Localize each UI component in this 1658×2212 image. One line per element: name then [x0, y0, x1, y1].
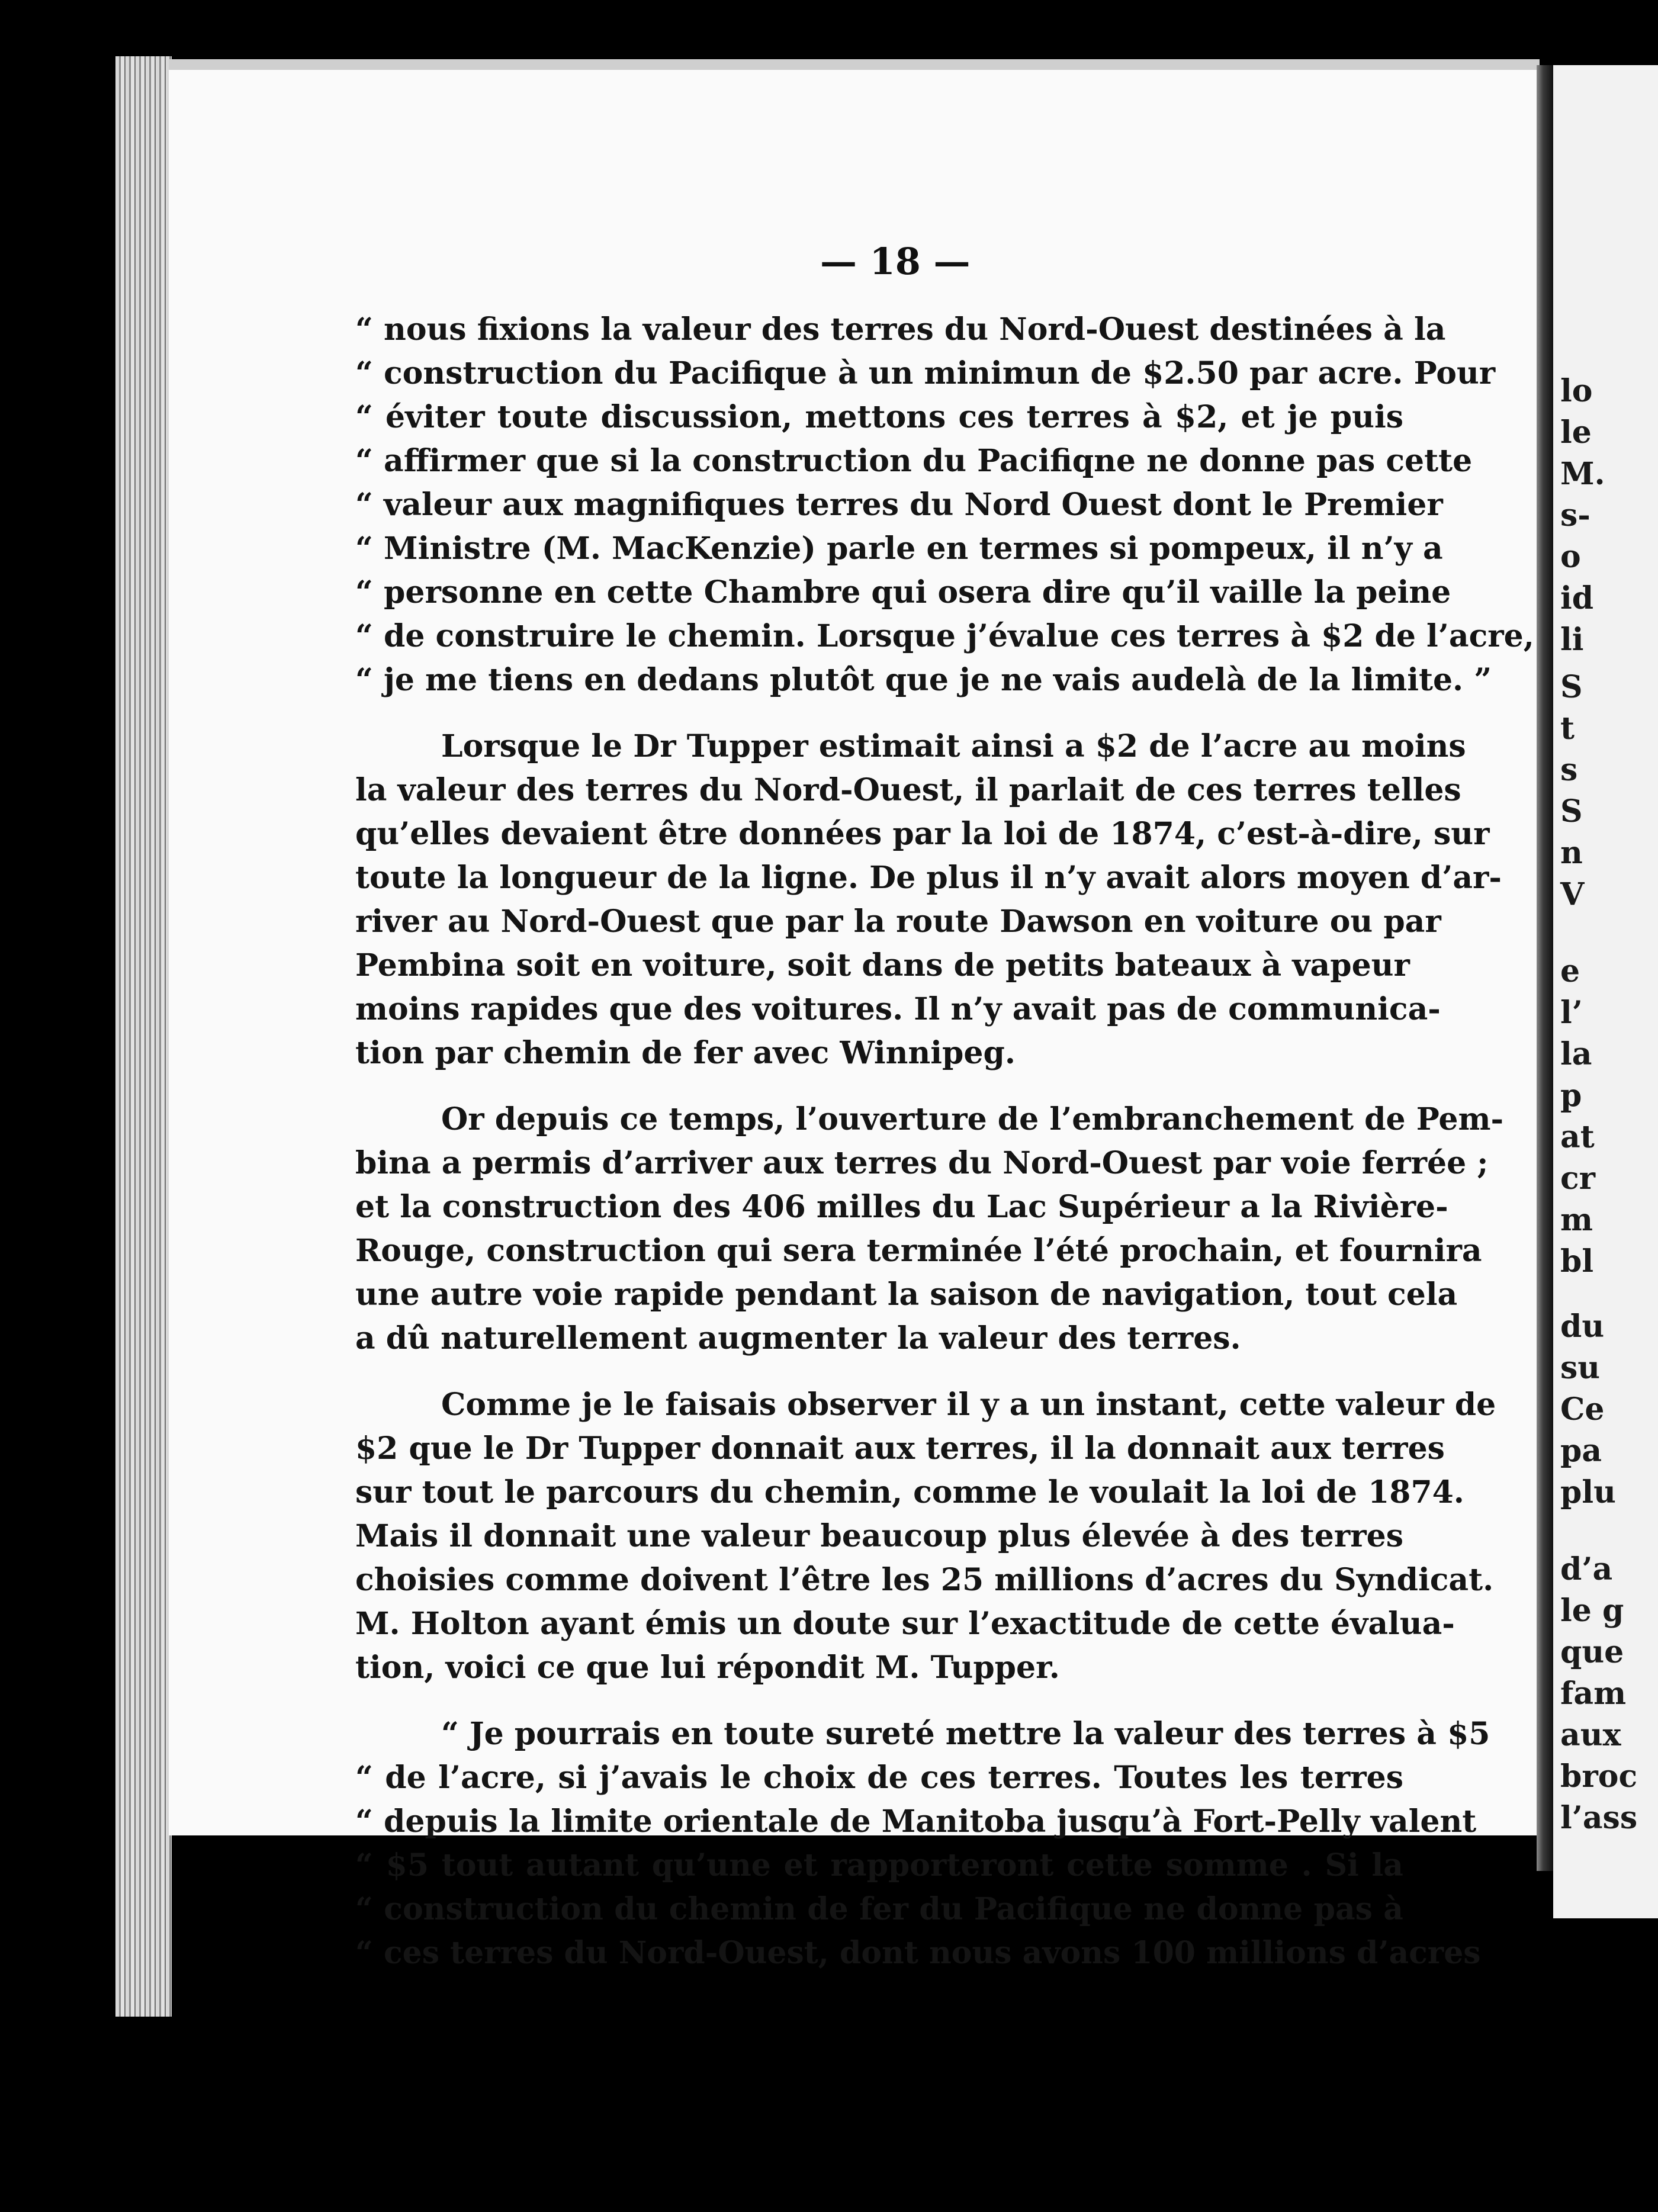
facing-page-fragment: d’a — [1560, 1551, 1613, 1587]
facing-page-fragment: plu — [1560, 1474, 1616, 1510]
text-line: la valeur des terres du Nord-Ouest, il parlait de ces terres telles — [355, 772, 1461, 808]
page-number: — 18 — — [820, 240, 971, 283]
facing-page-fragment: bl — [1560, 1243, 1594, 1279]
text-line: choisies comme doivent l’être les 25 millions d’acres du Syndicat. — [355, 1562, 1494, 1598]
facing-page-fragment: le — [1560, 414, 1592, 451]
book-gutter — [1537, 65, 1553, 1871]
facing-page-fragment: s — [1560, 752, 1578, 788]
facing-page-fragment: li — [1560, 622, 1584, 658]
text-line: Or depuis ce temps, l’ouverture de l’embranchement de Pem- — [441, 1101, 1504, 1137]
facing-page-fragment: lo — [1560, 373, 1593, 409]
page-edge-binding — [115, 56, 172, 2017]
text-line: “ valeur aux magnifiques terres du Nord Ouest dont le Premier — [355, 487, 1443, 523]
facing-page-fragment: pa — [1560, 1433, 1602, 1469]
page-top-shadow — [169, 59, 1540, 70]
paragraph — [355, 1712, 1490, 1975]
facing-page-fragment: broc — [1560, 1758, 1638, 1795]
text-line: tion par chemin de fer avec Winnipeg. — [355, 1035, 1016, 1071]
text-line: bina a permis d’arriver aux terres du Nord-Ouest par voie ferrée ; — [355, 1145, 1489, 1181]
facing-page-fragment: t — [1560, 710, 1575, 747]
facing-page-fragment: p — [1560, 1078, 1582, 1114]
facing-page-fragment: su — [1560, 1350, 1601, 1386]
text-line: “ de construire le chemin. Lorsque j’évalue ces terres à $2 de l’acre, — [355, 618, 1534, 654]
facing-page-fragment: aux — [1560, 1717, 1621, 1753]
facing-page-fragment: l’ass — [1560, 1800, 1638, 1836]
text-line: river au Nord-Ouest que par la route Dawson en voiture ou par — [355, 904, 1441, 940]
facing-page-fragment: at — [1560, 1119, 1595, 1155]
paragraph — [355, 1383, 1496, 1690]
text-line: “ construction du Pacifique à un minimun de $2.50 par acre. Pour — [355, 355, 1496, 391]
text-line: une autre voie rapide pendant la saison de navigation, tout cela — [355, 1277, 1458, 1313]
facing-page-fragment: V — [1560, 876, 1585, 912]
text-line: “ depuis la limite orientale de Manitoba jusqu’à Fort-Pelly valent — [355, 1803, 1477, 1840]
text-line: Lorsque le Dr Tupper estimait ainsi a $2 de l’acre au moins — [441, 728, 1466, 764]
text-line: Mais il donnait une valeur beaucoup plus élevée à des terres — [355, 1518, 1403, 1554]
text-line: sur tout le parcours du chemin, comme le voulait la loi de 1874. — [355, 1474, 1464, 1510]
text-line: “ $5 tout autant qu’une et rapporteront cette somme . Si la — [355, 1847, 1403, 1883]
text-line: “ affirmer que si la construction du Pacifiqne ne donne pas cette — [355, 443, 1473, 479]
text-line: “ Ministre (M. MacKenzie) parle en termes si pompeux, il n’y a — [355, 531, 1443, 567]
text-line: Pembina soit en voiture, soit dans de petits bateaux à vapeur — [355, 947, 1410, 983]
facing-page — [1553, 65, 1658, 1918]
text-line: “ ces terres du Nord-Ouest, dont nous avons 100 millions d’acres — [355, 1935, 1481, 1971]
facing-page-fragment: fam — [1560, 1676, 1627, 1712]
facing-page-fragment: o — [1560, 539, 1581, 575]
facing-page-fragment: id — [1560, 580, 1594, 616]
facing-page-fragment: l’ — [1560, 995, 1583, 1031]
text-line: “ Je pourrais en toute sureté mettre la valeur des terres à $5 — [441, 1716, 1490, 1752]
text-line: Comme je le faisais observer il y a un instant, cette valeur de — [441, 1387, 1496, 1423]
facing-page-fragment: cr — [1560, 1160, 1596, 1197]
facing-page-fragment: m — [1560, 1202, 1593, 1238]
paragraph — [355, 1098, 1504, 1361]
text-line: et la construction des 406 milles du Lac Supérieur a la Rivière- — [355, 1189, 1448, 1225]
text-line: M. Holton ayant émis un doute sur l’exactitude de cette évalua- — [355, 1606, 1455, 1642]
text-line: toute la longueur de la ligne. De plus il n’y avait alors moyen d’ar- — [355, 860, 1502, 896]
text-line: “ de l’acre, si j’avais le choix de ces terres. Toutes les terres — [355, 1760, 1403, 1796]
text-line: a dû naturellement augmenter la valeur des terres. — [355, 1320, 1241, 1356]
text-line: moins rapides que des voitures. Il n’y avait pas de communica- — [355, 991, 1441, 1027]
text-line: “ nous fixions la valeur des terres du Nord-Ouest destinées à la — [355, 311, 1446, 348]
facing-page-fragment: S — [1560, 793, 1583, 830]
text-line: “ construction du chemin de fer du Pacifique ne donne pas à — [355, 1891, 1403, 1927]
text-line: “ éviter toute discussion, mettons ces terres à $2, et je puis — [355, 399, 1403, 435]
facing-page-fragment: le g — [1560, 1593, 1624, 1629]
text-line: Rouge, construction qui sera terminée l’été prochain, et fournira — [355, 1233, 1482, 1269]
text-line: tion, voici ce que lui répondit M. Tupper. — [355, 1650, 1060, 1686]
text-line: qu’elles devaient être données par la loi de 1874, c’est-à-dire, sur — [355, 816, 1490, 852]
text-line: “ je me tiens en dedans plutôt que je ne vais audelà de la limite. ” — [355, 662, 1492, 698]
facing-page-fragment: la — [1560, 1036, 1592, 1072]
facing-page-fragment: s- — [1560, 497, 1590, 533]
facing-page-fragment: que — [1560, 1634, 1624, 1670]
facing-page-fragment: S — [1560, 669, 1583, 705]
text-line: “ personne en cette Chambre qui osera dire qu’il vaille la peine — [355, 574, 1451, 610]
facing-page-fragment: M. — [1560, 456, 1605, 492]
paragraph — [355, 308, 1534, 702]
paragraph — [355, 725, 1502, 1075]
facing-page-fragment: Ce — [1560, 1391, 1605, 1427]
facing-page-fragment: du — [1560, 1308, 1605, 1345]
text-line: $2 que le Dr Tupper donnait aux terres, il la donnait aux terres — [355, 1430, 1445, 1467]
page-body-text — [355, 308, 1534, 1998]
facing-page-fragment: e — [1560, 953, 1580, 989]
facing-page-fragment: n — [1560, 835, 1583, 871]
